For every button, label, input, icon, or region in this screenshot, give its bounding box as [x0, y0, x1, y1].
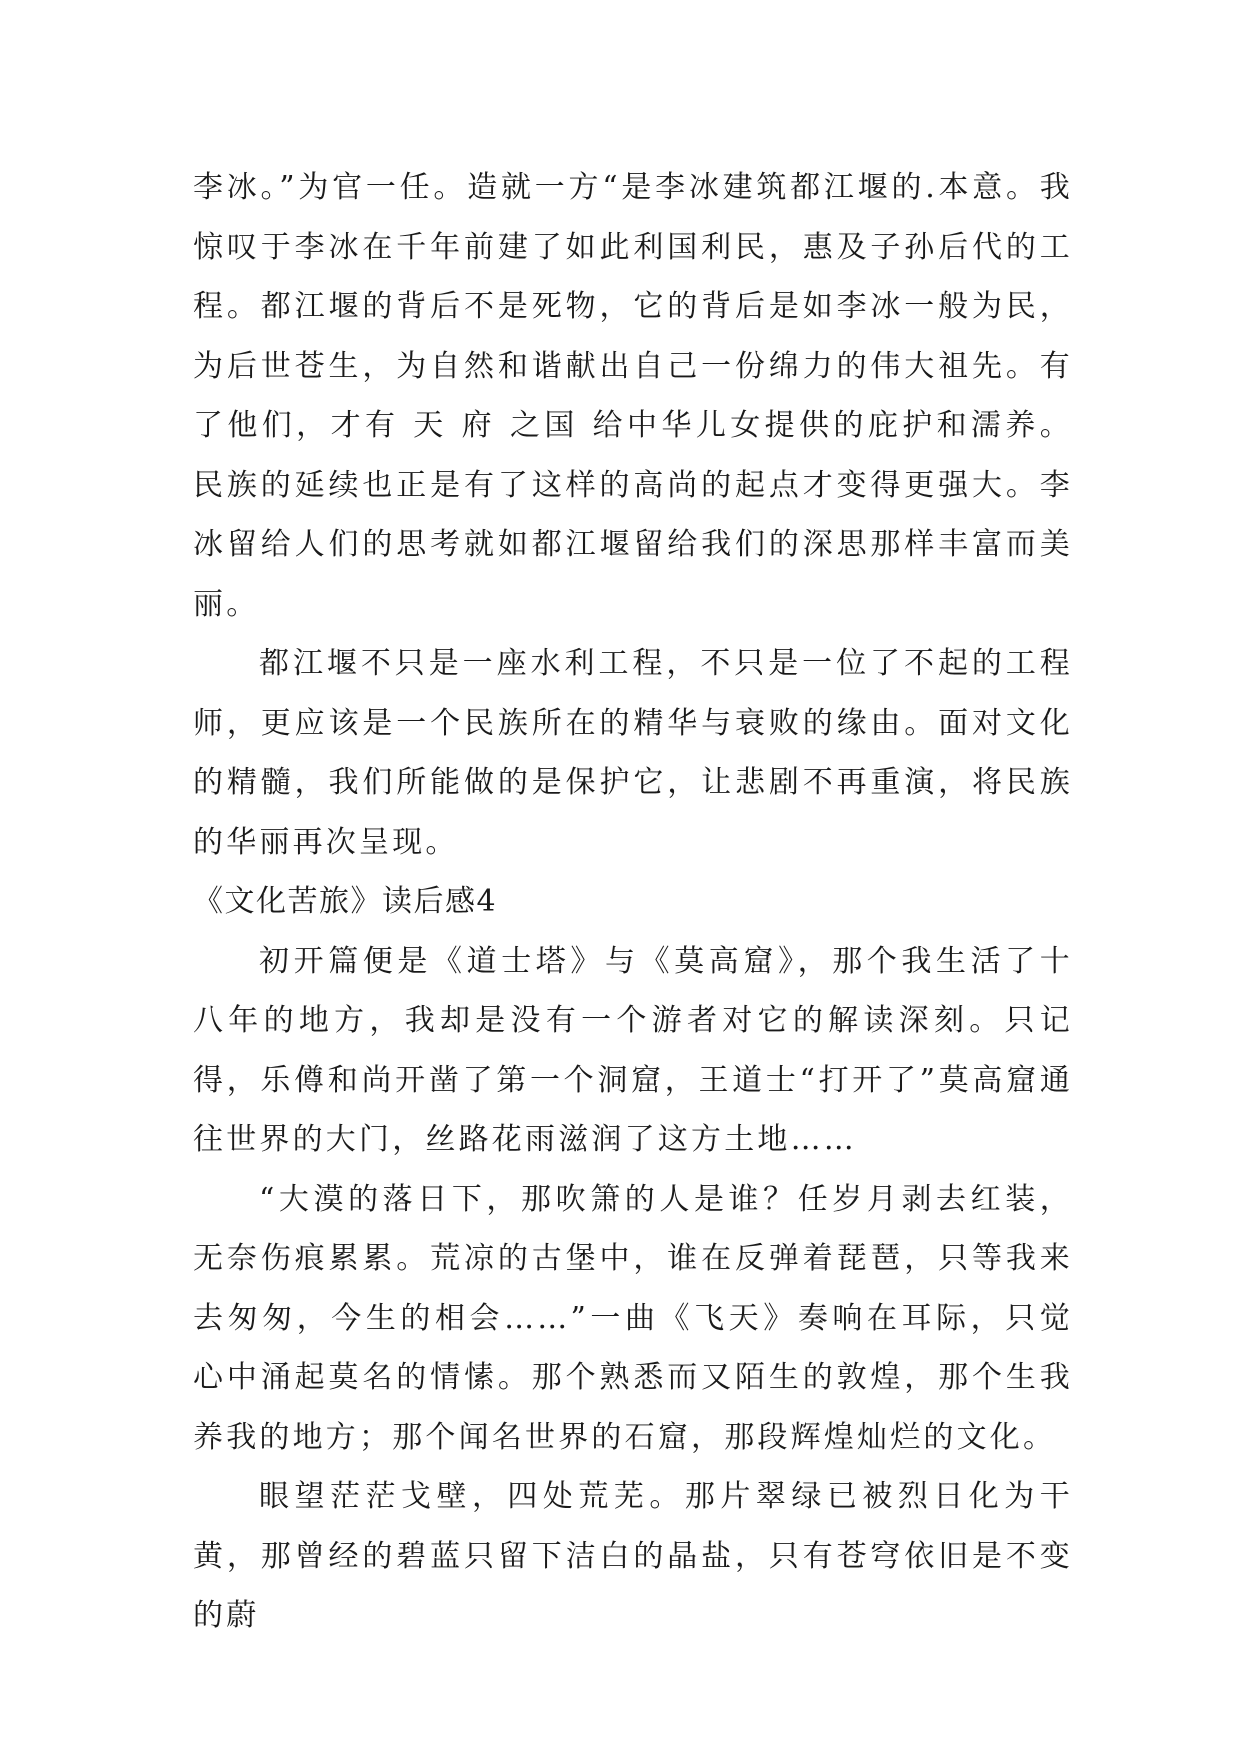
paragraph-li-bing: 李冰。”为官一任。造就一方“是李冰建筑都江堰的.本意。我惊叹于李冰在千年前建了如此利国利民，惠及子孙后代的工程。都江堰的背后不是死物，它的背后是如李冰一般为民，为后世苍生，为自然和谐献出自己一份绵力的伟大祖先。有了他们，才有 天 府 之国 给中华儿女提供的庇护和濡养。民族的延续也正是有了这样的高尚的起点才变得更强大。李冰留给人们的思考就如都江堰留给我们的深思那样丰富而美丽。	[193, 170, 1073, 622]
paragraph-dujiangyan: 都江堰不只是一座水利工程，不只是一位了不起的工程师，更应该是一个民族所在的精华与衰败的缘由。面对文化的精髓，我们所能做的是保护它，让悲剧不再重演，将民族的华丽再次呈现。	[193, 646, 1073, 860]
paragraph-gobi: 眼望茫茫戈壁，四处荒芜。那片翠绿已被烈日化为干黄，那曾经的碧蓝只留下洁白的晶盐，只有苍穹依旧是不变的蔚	[193, 1479, 1073, 1633]
document-page	[193, 158, 1073, 1646]
paragraph-feitian-lyrics: “大漠的落日下，那吹箫的人是谁？任岁月剥去红装，无奈伤痕累累。荒凉的古堡中，谁在反弹着琵琶，只等我来去匆匆，今生的相会……”一曲《飞天》奏响在耳际，只觉心中涌起莫名的情愫。那个熟悉而又陌生的敦煌，那个生我养我的地方；那个闻名世界的石窟，那段辉煌灿烂的文化。	[193, 1181, 1073, 1455]
section-heading: 《文化苦旅》读后感4	[193, 884, 498, 919]
paragraph-mogao-intro: 初开篇便是《道士塔》与《莫高窟》，那个我生活了十八年的地方，我却是没有一个游者对它的解读深刻。只记得，乐僔和尚开凿了第一个洞窟，王道士“打开了”莫高窟通往世界的大门，丝路花雨滋润了这方土地……	[193, 943, 1073, 1157]
